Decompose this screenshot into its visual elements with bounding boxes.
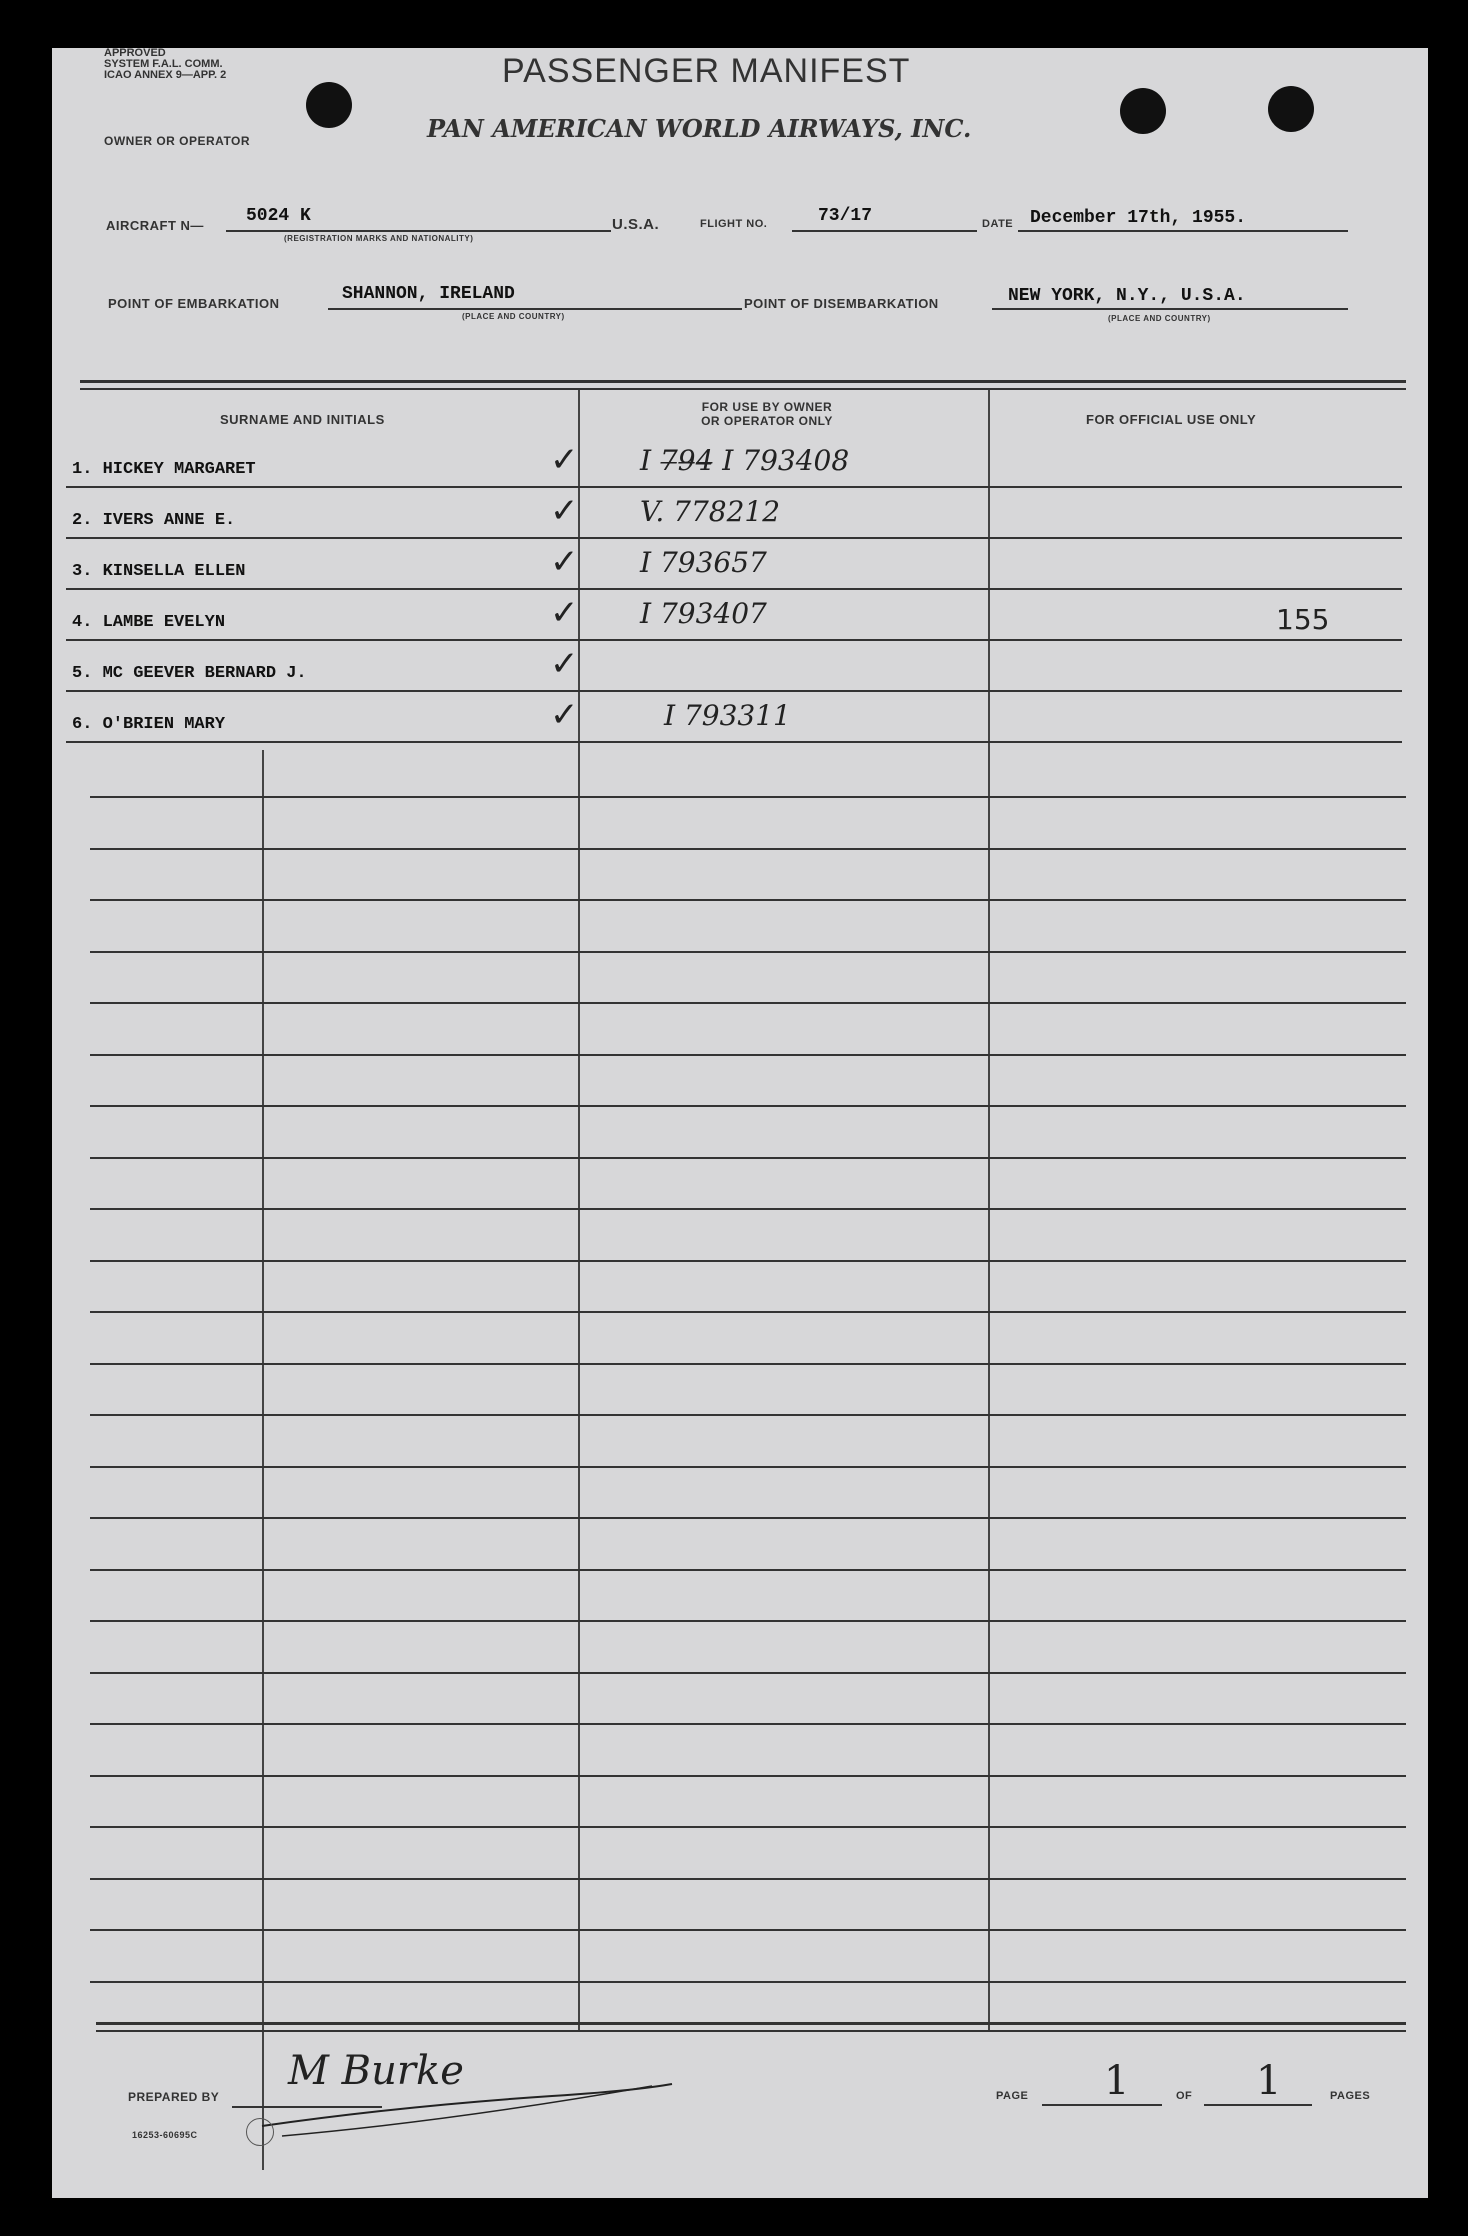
- date-value: December 17th, 1955.: [1030, 208, 1247, 228]
- owner-note: I 793311: [664, 699, 791, 732]
- blank-rule: [90, 1260, 1406, 1262]
- disembarkation-caption: (PLACE AND COUNTRY): [1108, 314, 1211, 323]
- blank-rule: [90, 1105, 1406, 1107]
- aircraft-suffix: U.S.A.: [612, 216, 660, 233]
- punch-hole-right: [1268, 86, 1314, 132]
- aircraft-label: AIRCRAFT N—: [106, 218, 204, 233]
- page-value: 1: [1104, 2058, 1130, 2104]
- row-rule: [66, 537, 1402, 539]
- checkmark-icon: ✓: [550, 644, 579, 684]
- table-bottom-rule: [96, 2022, 1406, 2025]
- table-top-rule-2: [80, 388, 1406, 390]
- col-header-owner-line-2: OR OPERATOR ONLY: [701, 414, 833, 428]
- owner-value: PAN AMERICAN WORLD AIRWAYS, INC.: [427, 114, 972, 143]
- embarkation-underline: [328, 308, 742, 310]
- blank-rule: [90, 1157, 1406, 1159]
- passenger-name: 1. HICKEY MARGARET: [72, 460, 256, 479]
- blank-rule: [90, 1414, 1406, 1416]
- blank-rule: [90, 1208, 1406, 1210]
- blank-rule: [90, 1620, 1406, 1622]
- blank-rule: [90, 1929, 1406, 1931]
- approval-line-1: APPROVED: [104, 47, 166, 59]
- col-header-official: FOR OFFICIAL USE ONLY: [1086, 412, 1257, 427]
- aircraft-value: 5024 K: [246, 206, 311, 226]
- table-bottom-rule-2: [96, 2030, 1406, 2032]
- form-number: 16253-60695C: [132, 2130, 198, 2140]
- disembarkation-label: POINT OF DISEMBARKATION: [744, 296, 939, 311]
- union-label-seal: [246, 2118, 274, 2146]
- page-label: PAGE: [996, 2090, 1029, 2102]
- row-rule: [66, 588, 1402, 590]
- blank-rule: [90, 1826, 1406, 1828]
- blank-rule: [90, 1054, 1406, 1056]
- pages-value: 1: [1256, 2058, 1282, 2104]
- embarkation-value: SHANNON, IRELAND: [342, 284, 515, 304]
- official-note: 155: [1276, 603, 1330, 636]
- manifest-sheet: [52, 48, 1428, 2198]
- column-divider-2: [988, 390, 990, 2030]
- punch-hole-center: [1120, 88, 1166, 134]
- flight-label: FLIGHT NO.: [700, 218, 768, 230]
- table-top-rule: [80, 380, 1406, 383]
- blank-rule: [90, 899, 1406, 901]
- passenger-name: 5. MC GEEVER BERNARD J.: [72, 664, 307, 683]
- blank-rule: [90, 1569, 1406, 1571]
- aircraft-caption: (REGISTRATION MARKS AND NATIONALITY): [284, 234, 474, 243]
- blank-rule: [90, 1363, 1406, 1365]
- date-underline: [1018, 230, 1348, 232]
- blank-rule: [90, 1981, 1406, 1983]
- checkmark-icon: ✓: [550, 491, 579, 531]
- owner-label: OWNER OR OPERATOR: [104, 134, 251, 148]
- owner-note: V. 778212: [640, 495, 781, 528]
- blank-rule: [90, 1002, 1406, 1004]
- disembarkation-value: NEW YORK, N.Y., U.S.A.: [1008, 286, 1246, 306]
- disembarkation-underline: [992, 308, 1348, 310]
- blank-rule: [90, 1878, 1406, 1880]
- blank-rule: [90, 1517, 1406, 1519]
- blank-rule: [90, 1723, 1406, 1725]
- approval-line-3: ICAO ANNEX 9—APP. 2: [104, 69, 227, 81]
- blank-rule: [90, 1311, 1406, 1313]
- flight-underline: [792, 230, 977, 232]
- passenger-name: 2. IVERS ANNE E.: [72, 511, 236, 530]
- page-underline: [1042, 2104, 1162, 2106]
- page-title: PASSENGER MANIFEST: [502, 52, 911, 90]
- row-rule: [66, 741, 1402, 743]
- embarkation-label: POINT OF EMBARKATION: [108, 296, 280, 311]
- checkmark-icon: ✓: [550, 695, 579, 735]
- column-divider-1: [578, 390, 580, 2030]
- embarkation-caption: (PLACE AND COUNTRY): [462, 312, 565, 321]
- pages-underline: [1204, 2104, 1312, 2106]
- owner-note: I 793657: [640, 546, 767, 579]
- blank-rule: [90, 1466, 1406, 1468]
- blank-rule: [90, 951, 1406, 953]
- approval-block: [104, 48, 226, 81]
- checkmark-icon: ✓: [550, 593, 579, 633]
- row-rule: [66, 486, 1402, 488]
- col-header-owner: [692, 400, 842, 428]
- owner-note: I 793407: [640, 597, 767, 630]
- signature-margin-line: [262, 750, 264, 2170]
- col-header-owner-line-1: FOR USE BY OWNER: [701, 400, 833, 414]
- passenger-name: 3. KINSELLA ELLEN: [72, 562, 246, 581]
- row-rule: [66, 690, 1402, 692]
- row-rule: [66, 639, 1402, 641]
- prepared-signature: M Burke: [288, 2048, 464, 2094]
- flight-value: 73/17: [818, 206, 873, 226]
- date-label: DATE: [982, 218, 1014, 230]
- approval-line-2: SYSTEM F.A.L. COMM.: [104, 58, 223, 70]
- blank-rule: [90, 796, 1406, 798]
- aircraft-underline: [226, 230, 611, 232]
- punch-hole-left: [306, 82, 352, 128]
- blank-rule: [90, 1775, 1406, 1777]
- passenger-name: 6. O'BRIEN MARY: [72, 715, 226, 734]
- checkmark-icon: ✓: [550, 440, 579, 480]
- checkmark-icon: ✓: [550, 542, 579, 582]
- passenger-name: 4. LAMBE EVELYN: [72, 613, 226, 632]
- prepared-label: PREPARED BY: [128, 2090, 220, 2104]
- blank-rule: [90, 848, 1406, 850]
- owner-note: I 7̶9̶4̶ I 793408: [640, 444, 850, 477]
- pages-label: PAGES: [1330, 2090, 1371, 2102]
- col-header-surname: SURNAME AND INITIALS: [220, 412, 385, 427]
- prepared-underline: [232, 2106, 382, 2108]
- blank-rule: [90, 1672, 1406, 1674]
- of-label: OF: [1176, 2090, 1193, 2102]
